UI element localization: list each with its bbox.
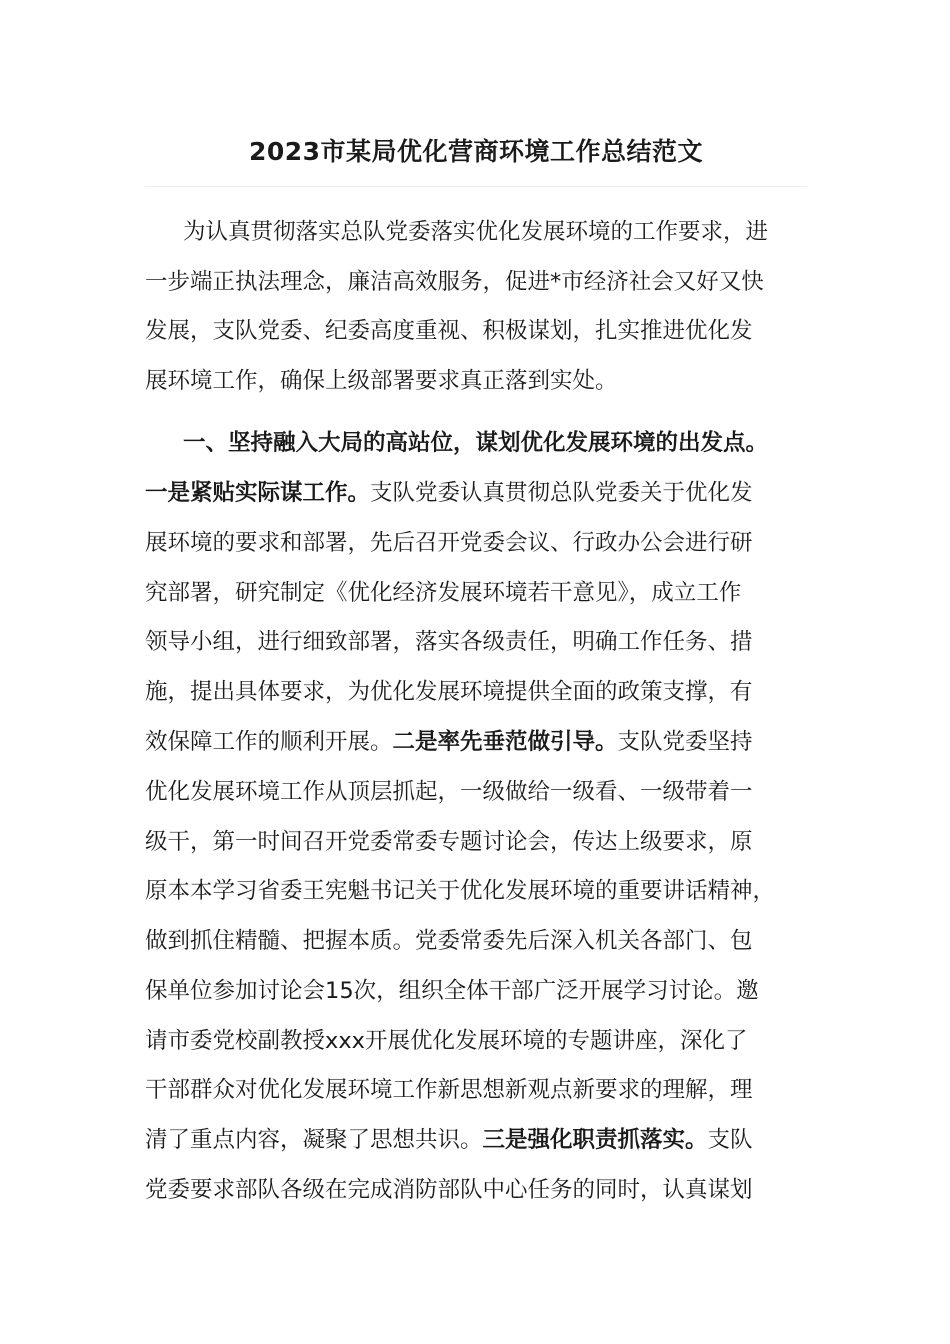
body-line-1 <box>145 468 753 518</box>
intro-line-3: 发展，支队党委、纪委高度重视、积极谋划，扎实推进优化发 <box>145 318 753 344</box>
body-line-14 <box>145 1115 753 1165</box>
body-line-6 <box>145 717 753 767</box>
intro-line-4: 展环境工作，确保上级部署要求真正落到实处。 <box>145 368 618 394</box>
point-three-label: 三是强化职责抓落实。 <box>482 1127 708 1153</box>
body-line-6-tail: 支队党委坚持 <box>617 729 753 755</box>
intro-line-1: 为认真贯彻落实总队党委落实优化发展环境的工作要求，进 <box>183 219 769 245</box>
body-line-7: 优化发展环境工作从顶层抓起，一级做给一级看、一级带着一 <box>145 779 753 805</box>
body-line-9: 原本本学习省委王宪魁书记关于优化发展环境的重要讲话精神， <box>145 878 776 904</box>
body-line-8: 级干，第一时间召开党委常委专题讨论会，传达上级要求，原 <box>145 829 753 855</box>
body-line-6-text: 效保障工作的顺利开展。 <box>145 729 393 755</box>
intro-line-2: 一步端正执法理念，廉洁高效服务，促进*市经济社会又好又快 <box>145 269 764 295</box>
body-line-4: 领导小组，进行细致部署，落实各级责任，明确工作任务、措 <box>145 629 753 655</box>
document-title: 2023市某局优化营商环境工作总结范文 <box>248 137 704 166</box>
point-one-label: 一是紧贴实际谋工作。 <box>145 480 371 506</box>
body-line-14-tail: 支队 <box>707 1127 753 1153</box>
body-line-15: 党委要求部队各级在完成消防部队中心任务的同时，认真谋划 <box>145 1177 753 1203</box>
body-line-14-text: 清了重点内容，凝聚了思想共识。 <box>145 1127 483 1153</box>
section-heading-text: 一、坚持融入大局的高站位，谋划优化发展环境的出发点。 <box>183 430 769 456</box>
body-line-1-text: 支队党委认真贯彻总队党委关于优化发 <box>370 480 753 506</box>
body-line-5: 施，提出具体要求，为优化发展环境提供全面的政策支撑，有 <box>145 679 753 705</box>
body-line-13: 干部群众对优化发展环境工作新思想新观点新要求的理解，理 <box>145 1077 753 1103</box>
section-heading <box>183 418 768 468</box>
title-divider <box>145 186 807 187</box>
body-line-11: 保单位参加讨论会15次，组织全体干部广泛开展学习讨论。邀 <box>145 978 759 1004</box>
body-line-2: 展环境的要求和部署，先后召开党委会议、行政办公会进行研 <box>145 530 753 556</box>
body-line-3: 究部署，研究制定《优化经济发展环境若干意见》，成立工作 <box>145 580 742 606</box>
body-line-10: 做到抓住精髓、把握本质。党委常委先后深入机关各部门、包 <box>145 928 753 954</box>
point-two-label: 二是率先垂范做引导。 <box>392 729 618 755</box>
body-line-12: 请市委党校副教授xxx开展优化发展环境的专题讲座，深化了 <box>145 1028 748 1054</box>
